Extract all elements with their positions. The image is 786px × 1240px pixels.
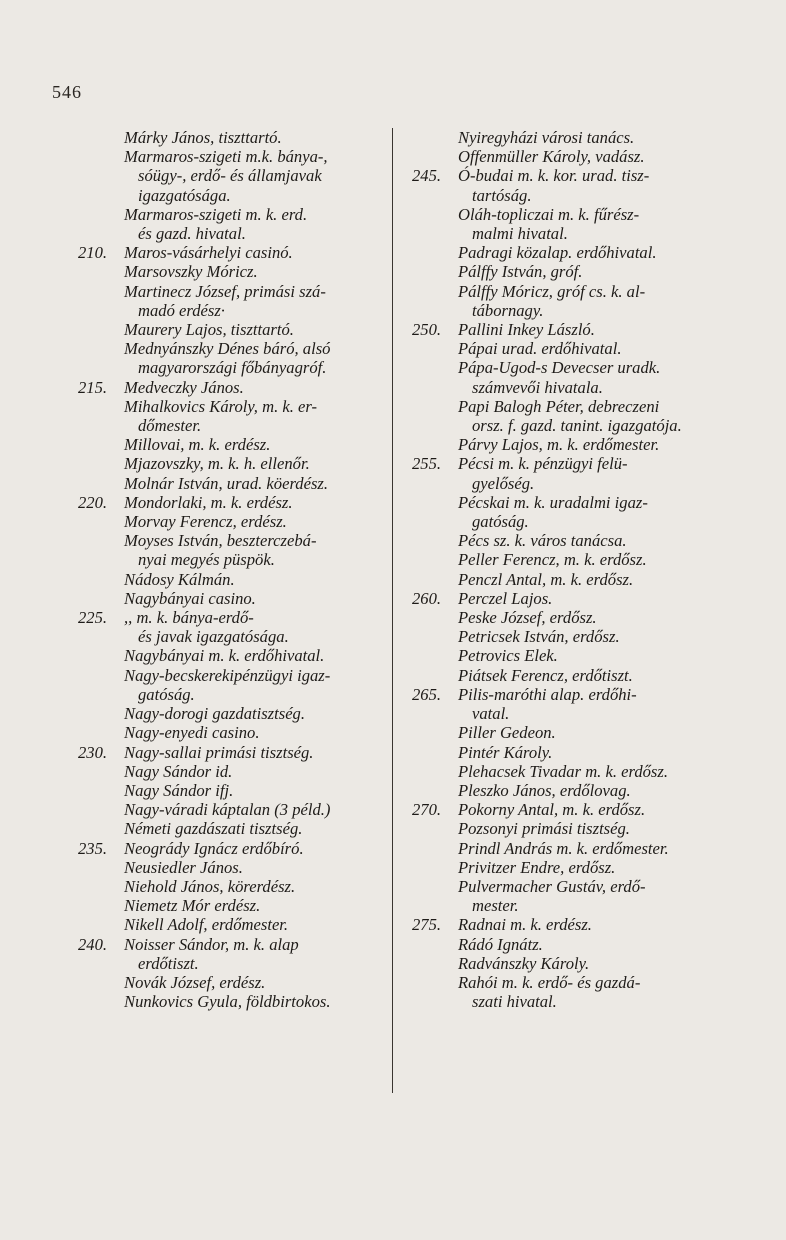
entry-text: Pulvermacher Gustáv, erdő- (458, 876, 646, 896)
list-entry (78, 666, 378, 704)
page-number: 546 (52, 82, 82, 102)
entry-text: Pécsi m. k. pénzügyi felü- (458, 454, 628, 474)
list-entry (412, 723, 742, 742)
entry-text: Rádó Ignátz. (458, 934, 543, 954)
entry-text: Petricsek István, erdősz. (458, 627, 620, 647)
entry-text: Martinecz József, primási szá- (124, 281, 326, 301)
entry-text: Nagy-sallai primási tisztség. (124, 742, 314, 762)
entry-text: Padragi közalap. erdőhivatal. (458, 243, 657, 263)
entry-text: Pécskai m. k. uradalmi igaz- (458, 492, 648, 512)
entry-number: 230. (78, 742, 108, 762)
list-entry (78, 262, 378, 281)
entry-continuation: gatóság. (472, 512, 529, 532)
entry-text: Nagy-váradi káptalan (3 péld.) (124, 800, 331, 820)
entry-text: Peske József, erdősz. (458, 608, 597, 628)
entry-continuation: és javak igazgatósága. (138, 627, 289, 647)
list-entry (78, 935, 378, 973)
entry-continuation: és gazd. hivatal. (138, 224, 246, 244)
entry-text: Molnár István, urad. köerdész. (124, 473, 329, 493)
entry-continuation: szati hivatal. (472, 992, 557, 1012)
entry-text: Nagy Sándor ifj. (124, 780, 234, 800)
entry-text: Nagy-enyedi casino. (124, 723, 260, 743)
entry-text: Pápai urad. erdőhivatal. (458, 339, 622, 359)
entry-text: Nagybányai casino. (124, 588, 256, 608)
entry-text: Pokorny Antal, m. k. erdősz. (458, 800, 646, 820)
entry-number: 215. (78, 377, 108, 397)
entry-text: Plehacsek Tivadar m. k. erdősz. (458, 761, 668, 781)
list-entry (412, 685, 742, 723)
entry-text: Radnai m. k. erdész. (458, 915, 592, 935)
entry-text: Nyiregyházi városi tanács. (458, 128, 635, 147)
entry-text: Niehold János, körerdész. (124, 876, 296, 896)
list-entry (78, 973, 378, 992)
list-entry (78, 858, 378, 877)
entry-continuation: sóügy-, erdő- és államjavak (138, 166, 322, 186)
list-entry (78, 147, 378, 205)
entry-text: Nunkovics Gyula, földbirtokos. (124, 992, 331, 1012)
list-entry (412, 358, 742, 396)
entry-text: Privitzer Endre, erdősz. (458, 857, 616, 877)
entry-number: 260. (412, 588, 442, 608)
list-entry (78, 397, 378, 435)
list-entry (412, 800, 742, 819)
entry-continuation: malmi hivatal. (472, 224, 568, 244)
list-entry (78, 723, 378, 742)
entry-text: Morvay Ferencz, erdész. (124, 512, 287, 532)
list-entry (412, 454, 742, 492)
list-entry (78, 800, 378, 819)
entry-text: Nikell Adolf, erdőmester. (124, 915, 289, 935)
list-entry (78, 282, 378, 320)
list-entry (412, 550, 742, 569)
entry-continuation: madó erdész· (138, 300, 225, 320)
list-entry (412, 262, 742, 281)
list-entry (78, 915, 378, 934)
list-entry (412, 320, 742, 339)
list-entry (78, 608, 378, 646)
entry-continuation: mester. (472, 896, 519, 916)
list-entry (412, 166, 742, 204)
entry-continuation: igazgatósága. (138, 185, 231, 205)
entry-text: Neusiedler János. (124, 857, 243, 877)
entry-text: Párvy Lajos, m. k. erdőmester. (458, 435, 660, 455)
entry-text: Ó-budai m. k. kor. urad. tisz- (458, 166, 650, 186)
entry-text: Piller Gedeon. (458, 723, 556, 743)
entry-number: 270. (412, 800, 442, 820)
list-entry (78, 205, 378, 243)
list-entry (412, 935, 742, 954)
entry-number: 275. (412, 915, 442, 935)
entry-text: Millovai, m. k. erdész. (124, 435, 271, 455)
entry-number: 220. (78, 492, 108, 512)
list-entry (412, 435, 742, 454)
entry-text: Piátsek Ferencz, erdőtiszt. (458, 665, 633, 685)
entry-text: Németi gazdászati tisztség. (124, 819, 303, 839)
list-entry (78, 531, 378, 569)
entry-text: ,, m. k. bánya-erdő- (124, 608, 254, 628)
right-column (412, 128, 742, 1011)
list-entry (412, 397, 742, 435)
list-entry (412, 570, 742, 589)
list-entry (78, 819, 378, 838)
entry-text: Mondorlaki, m. k. erdész. (124, 492, 293, 512)
entry-text: Nagy-dorogi gazdatisztség. (124, 704, 305, 724)
entry-text: Penczl Antal, m. k. erdősz. (458, 569, 634, 589)
list-entry (78, 378, 378, 397)
entry-text: Marsovszky Móricz. (124, 262, 258, 282)
entry-continuation: vatal. (472, 704, 510, 724)
entry-text: Niemetz Mór erdész. (124, 896, 261, 916)
entry-text: Pálffy István, gróf. (458, 262, 583, 282)
list-entry (412, 531, 742, 550)
entry-continuation: számvevői hivatala. (472, 377, 603, 397)
entry-text: Offenmüller Károly, vadász. (458, 147, 645, 167)
entry-text: Pápa-Ugod-s Devecser uradk. (458, 358, 661, 378)
list-entry (78, 243, 378, 262)
list-entry (412, 819, 742, 838)
list-entry (78, 570, 378, 589)
list-entry (412, 781, 742, 800)
entry-number: 265. (412, 684, 442, 704)
entry-text: Marmaros-szigeti m. k. erd. (124, 204, 308, 224)
list-entry (412, 877, 742, 915)
entry-text: Nagy-becskerekipénzügyi igaz- (124, 665, 331, 685)
list-entry (412, 243, 742, 262)
entry-continuation: magyarországi főbányagróf. (138, 358, 327, 378)
entry-text: Pintér Károly. (458, 742, 553, 762)
list-entry (78, 435, 378, 454)
entry-text: Nagy Sándor id. (124, 761, 233, 781)
entry-continuation: gyelőség. (472, 473, 535, 493)
entry-number: 235. (78, 838, 108, 858)
list-entry (78, 454, 378, 473)
entry-text: Oláh-topliczai m. k. fűrész- (458, 204, 640, 224)
entry-number: 210. (78, 243, 108, 263)
entry-text: Rahói m. k. erdő- és gazdá- (458, 972, 641, 992)
list-entry (412, 205, 742, 243)
entry-continuation: orsz. f. gazd. tanint. igazgatója. (472, 416, 682, 436)
entry-text: Maros-vásárhelyi casinó. (124, 243, 293, 263)
list-entry (412, 589, 742, 608)
column-divider (392, 128, 393, 1093)
entry-text: Novák József, erdész. (124, 972, 266, 992)
entry-text: Pallini Inkey László. (458, 320, 595, 340)
list-entry (412, 128, 742, 147)
list-entry (78, 320, 378, 339)
list-entry (412, 762, 742, 781)
entry-text: Noisser Sándor, m. k. alap (124, 934, 299, 954)
list-entry (412, 493, 742, 531)
entry-number: 225. (78, 608, 108, 628)
list-entry (78, 762, 378, 781)
list-entry (412, 954, 742, 973)
entry-text: Pozsonyi primási tisztség. (458, 819, 630, 839)
entry-number: 250. (412, 320, 442, 340)
entry-text: Pleszko János, erdőlovag. (458, 780, 631, 800)
entry-text: Pécs sz. k. város tanácsa. (458, 531, 627, 551)
entry-text: Perczel Lajos. (458, 588, 553, 608)
entry-text: Neogrády Ignácz erdőbíró. (124, 838, 304, 858)
entry-text: Peller Ferencz, m. k. erdősz. (458, 550, 647, 570)
list-entry (78, 992, 378, 1011)
list-entry (78, 589, 378, 608)
list-entry (78, 839, 378, 858)
entry-text: Marmaros-szigeti m.k. bánya-, (124, 147, 328, 167)
entry-text: Papi Balogh Péter, debreczeni (458, 396, 660, 416)
entry-text: Maurery Lajos, tiszttartó. (124, 320, 294, 340)
entry-text: Prindl András m. k. erdőmester. (458, 838, 669, 858)
entry-text: Pálffy Móricz, gróf cs. k. al- (458, 281, 646, 301)
list-entry (78, 877, 378, 896)
entry-text: Nagybányai m. k. erdőhivatal. (124, 646, 325, 666)
list-entry (412, 627, 742, 646)
entry-text: Márky János, tiszttartó. (124, 128, 282, 147)
list-entry (412, 339, 742, 358)
entry-continuation: dőmester. (138, 416, 202, 436)
entry-number: 245. (412, 166, 442, 186)
entry-continuation: gatóság. (138, 684, 195, 704)
list-entry (78, 339, 378, 377)
entry-text: Radvánszky Károly. (458, 953, 590, 973)
entry-number: 255. (412, 454, 442, 474)
list-entry (78, 512, 378, 531)
list-entry (78, 474, 378, 493)
list-entry (78, 896, 378, 915)
list-entry (78, 781, 378, 800)
entry-text: Moyses István, beszterczebá- (124, 531, 317, 551)
entry-continuation: nyai megyés püspök. (138, 550, 275, 570)
entry-text: Mednyánszky Dénes báró, alsó (124, 339, 331, 359)
list-entry (412, 858, 742, 877)
entry-text: Nádosy Kálmán. (124, 569, 235, 589)
list-entry (412, 608, 742, 627)
list-entry (78, 128, 378, 147)
list-entry (78, 493, 378, 512)
list-entry (412, 973, 742, 1011)
left-column (78, 128, 378, 1011)
entry-number: 240. (78, 934, 108, 954)
list-entry (412, 282, 742, 320)
entry-text: Pilis-maróthi alap. erdőhi- (458, 684, 637, 704)
list-entry (78, 704, 378, 723)
list-entry (412, 147, 742, 166)
entry-continuation: erdőtiszt. (138, 953, 199, 973)
list-entry (412, 915, 742, 934)
list-entry (78, 743, 378, 762)
entry-text: Medveczky János. (124, 377, 244, 397)
entry-text: Mihalkovics Károly, m. k. er- (124, 396, 318, 416)
entry-continuation: tábornagy. (472, 300, 544, 320)
entry-text: Mjazovszky, m. k. h. ellenőr. (124, 454, 310, 474)
entry-continuation: tartóság. (472, 185, 532, 205)
list-entry (412, 743, 742, 762)
entry-text: Petrovics Elek. (458, 646, 558, 666)
list-entry (412, 839, 742, 858)
list-entry (78, 646, 378, 665)
list-entry (412, 646, 742, 665)
list-entry (412, 666, 742, 685)
